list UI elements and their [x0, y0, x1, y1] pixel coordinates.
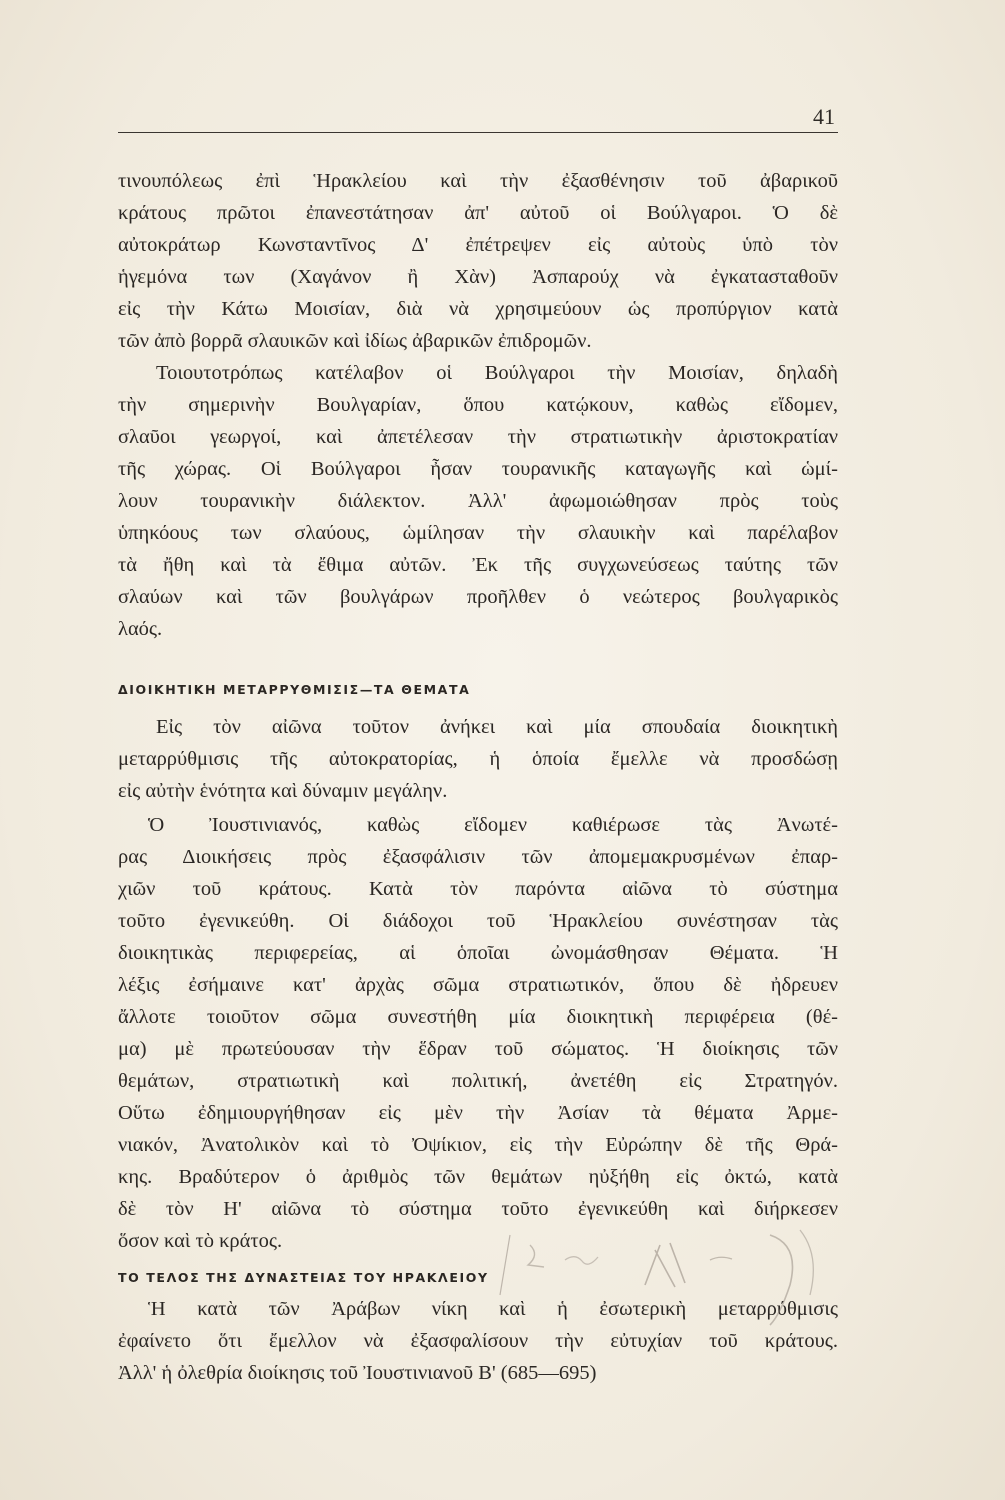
section-heading: ΤΟ ΤΕΛΟΣ ΤΗΣ ΔΥΝΑΣΤΕΙΑΣ ΤΟΥ ΗΡΑΚΛΕΙΟΥ [118, 1270, 489, 1285]
text-line: λουν τουρανικὴν διάλεκτον. Ἀλλ' ἀφωμοιώθησαν πρὸς τοὺς [118, 490, 838, 512]
text-line: ρας Διοικήσεις πρὸς ἐξασφάλισιν τῶν ἀπομεμακρυσμένων ἐπαρ- [118, 846, 838, 868]
text-line: χιῶν τοῦ κράτους. Κατὰ τὸν παρόντα αἰῶνα τὸ σύστημα [118, 878, 838, 900]
text-line: τῆς χώρας. Οἱ Βούλγαροι ἦσαν τουρανικῆς καταγωγῆς καὶ ὡμί- [118, 458, 838, 480]
section-heading: ΔΙΟΙΚΗΤΙΚΗ ΜΕΤΑΡΡΥΘΜΙΣΙΣ—ΤΑ ΘΕΜΑΤΑ [118, 682, 471, 697]
header-rule [118, 132, 838, 133]
text-line: Τοιουτοτρόπως κατέλαβον οἱ Βούλγαροι τὴν Μοισίαν, δηλαδὴ [156, 362, 838, 384]
text-line: ἐφαίνετο ὅτι ἔμελλον νὰ ἐξασφαλίσουν τὴν εὐτυχίαν τοῦ κράτους. [118, 1330, 838, 1352]
text-line: εἰς τὴν Κάτω Μοισίαν, διὰ νὰ χρησιμεύουν ὡς προπύργιον κατὰ [118, 298, 838, 320]
text-line: Οὕτω ἐδημιουργήθησαν εἰς μὲν τὴν Ἀσίαν τὰ θέματα Ἀρμε- [118, 1102, 838, 1124]
text-line: τῶν ἀπὸ βορρᾶ σλαυικῶν καὶ ἰδίως ἀβαρικῶν ἐπιδρομῶν. [118, 330, 592, 352]
text-line: κης. Βραδύτερον ὁ ἀριθμὸς τῶν θεμάτων ηὐξήθη εἰς ὀκτώ, κατὰ [118, 1166, 838, 1188]
text-line: ἄλλοτε τοιοῦτον σῶμα συνεστήθη μία διοικητικὴ περιφέρεια (θέ- [118, 1006, 838, 1028]
text-line: θεμάτων, στρατιωτικὴ καὶ πολιτική, ἀνετέθη εἰς Στρατηγόν. [118, 1070, 838, 1092]
text-line: Ἡ κατὰ τῶν Ἀράβων νίκη καὶ ἡ ἐσωτερικὴ μεταρρύθμισις [148, 1298, 838, 1320]
text-line: λαός. [118, 618, 163, 640]
text-line: ὅσον καὶ τὸ κράτος. [118, 1230, 283, 1252]
text-line: εἰς αὐτὴν ἑνότητα καὶ δύναμιν μεγάλην. [118, 780, 448, 802]
text-line: λέξις ἐσήμαινε κατ' ἀρχὰς σῶμα στρατιωτικόν, ὅπου δὲ ἠδρευεν [118, 974, 838, 996]
text-line: ἡγεμόνα των (Χαγάνον ἢ Χὰν) Ἀσπαρούχ νὰ ἐγκατασταθοῦν [118, 266, 838, 288]
text-line: κράτους πρῶτοι ἐπανεστάτησαν ἀπ' αὐτοῦ οἱ Βούλγαροι. Ὁ δὲ [118, 202, 838, 224]
text-line: ὑπηκόους των σλαύους, ὡμίλησαν τὴν σλαυικὴν καὶ παρέλαβον [118, 522, 838, 544]
text-line: μεταρρύθμισις τῆς αὐτοκρατορίας, ἡ ὁποία ἔμελλε νὰ προσδώσῃ [118, 748, 838, 770]
text-line: νιακόν, Ἀνατολικὸν καὶ τὸ Ὀψίκιον, εἰς τὴν Εὐρώπην δὲ τῆς Θρά- [118, 1134, 838, 1156]
pencil-marks [470, 1225, 830, 1345]
text-line: αὐτοκράτωρ Κωνσταντῖνος Δ' ἐπέτρεψεν εἰς αὐτοὺς ὑπὸ τὸν [118, 234, 838, 256]
text-line: τὰ ἤθη καὶ τὰ ἔθιμα αὐτῶν. Ἐκ τῆς συγχωνεύσεως ταύτης τῶν [118, 554, 838, 576]
text-line: Εἰς τὸν αἰῶνα τοῦτον ἀνήκει καὶ μία σπουδαία διοικητικὴ [156, 716, 838, 738]
text-line: τοῦτο ἐγενικεύθη. Οἱ διάδοχοι τοῦ Ἡρακλείου συνέστησαν τὰς [118, 910, 838, 932]
text-line: μα) μὲ πρωτεύουσαν τὴν ἕδραν τοῦ σώματος. Ἡ διοίκησις τῶν [118, 1038, 838, 1060]
text-line: δὲ τὸν Η' αἰῶνα τὸ σύστημα τοῦτο ἐγενικεύθη καὶ διήρκεσεν [118, 1198, 838, 1220]
text-line: τινουπόλεως ἐπὶ Ἡρακλείου καὶ τὴν ἐξασθένησιν τοῦ ἀβαρικοῦ [118, 170, 838, 192]
text-line: Ὁ Ἰουστινιανός, καθὼς εἴδομεν καθιέρωσε τὰς Ἀνωτέ- [148, 814, 838, 836]
text-line: σλαύων καὶ τῶν βουλγάρων προῆλθεν ὁ νεώτερος βουλγαρικὸς [118, 586, 838, 608]
text-line: σλαῦοι γεωργοί, καὶ ἀπετέλεσαν τὴν στρατιωτικὴν ἀριστοκρατίαν [118, 426, 838, 448]
text-line: τὴν σημερινὴν Βουλγαρίαν, ὅπου κατῴκουν, καθὼς εἴδομεν, [118, 394, 838, 416]
text-line: Ἀλλ' ἡ ὀλεθρία διοίκησις τοῦ Ἰουστινιανοῦ Β' (685—695) [118, 1362, 597, 1384]
page-number: 41 [813, 104, 835, 129]
text-line: διοικητικὰς περιφερείας, αἱ ὁποῖαι ὠνομάσθησαν Θέματα. Ἡ [118, 942, 838, 964]
